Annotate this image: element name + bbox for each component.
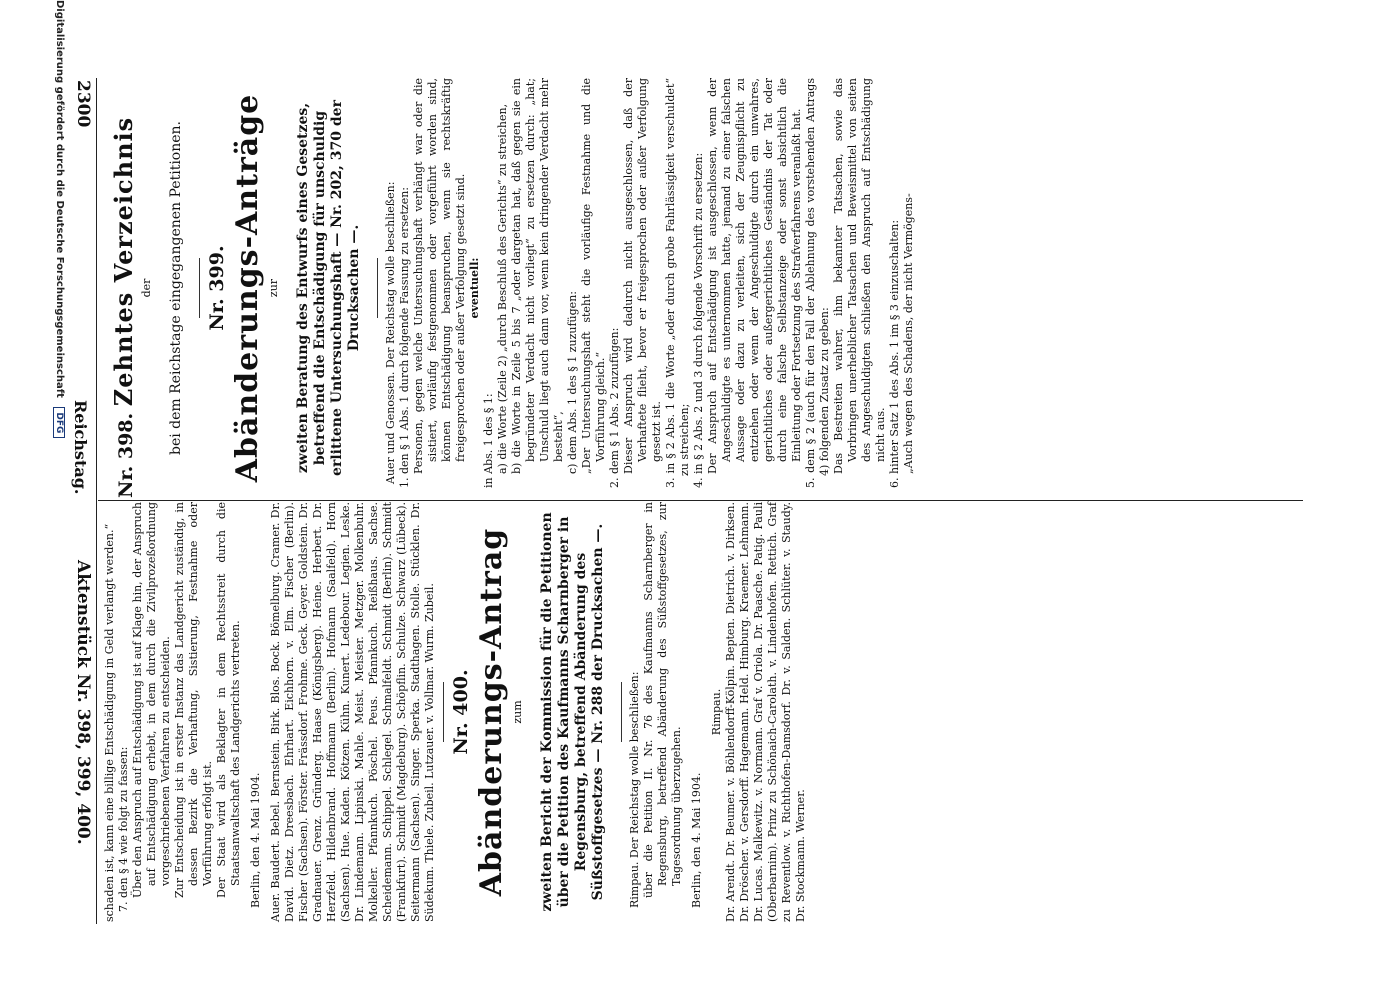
signers-399: Auer. Baudert. Bebel. Bernstein. Birk. Blos. Bock. Bömelburg. Cramer. Dr. David. Dietz. Dreesbach. Ehrhart. Eichhorn. v. Elm. Fischer (Berlin). Fischer (Sachsen). Förster. Frässdorf. Frohme. Geck. Geyer. Goldstein. Dr. Gradnauer. Grenz. Gründerg. Haase (Königsberg). Heine. Herbert. Dr. Herzfeld. Hildenbrand. Hoffmann (Berlin). Hofmann (Saalfeld). Horn (Sachsen). Hue. Kaden. Kötzen. Kühn. Kunert. Ledebour. Legien. Leske. Dr. Lindemann. Lipinski. Mahle. Meist. Meister. Metzger. Molkenbuhr. Molkeller. Pfannkuch. Pöschel. Peus. Pfannkuch. Reißhaus. Sachse. Scheidemann. Schippel. Schlegel. Schmalfeldt. Schmidt (Berlin). Schmidt (Frankfurt). Schmidt (Magdeburg). Schöpflin. Schulze. Schwarz (Lübeck). Seitermann (Sachsen). Singer. Sperka. Stadthagen. Stolle. Stücklen. Dr. Südekum. Thiele. Zubeil. Lutzauer. v. Vollmar. Wurm. Zubeil. (269, 502, 436, 922)
title-398: Zehntes Verzeichnis (109, 116, 138, 407)
digitization-footer (53, 0, 65, 1000)
dfg-logo: DFG (53, 407, 65, 438)
date-399: Berlin, den 4. Mai 1904. (249, 772, 262, 908)
header-rule (96, 78, 97, 924)
doc-number-398: Nr. 398. (115, 412, 137, 498)
subject-399: zweiten Beratung des Entwurfs eines Gesetzes, betreffend die Entschädigung für unschuldig erlittene Untersuchungshaft — Nr. 202, 370 der Drucksachen —. (295, 100, 362, 476)
item-4: 4. in § 2 Abs. 2 und 3 durch folgende Vorschrift zu ersetzen: (692, 152, 705, 488)
item-7-quote-3: Der Staat wird als Beklagter in dem Rechtsstreit durch die Staatsanwaltschaft des Landgerichts vertreten. (215, 502, 242, 898)
item-7-quote-2: Zur Entscheidung ist in erster Instanz das Landgericht zuständig, in dessen Bezirk die Verhaftung, Sistierung, Festnahme oder Vorführung erfolgt ist. (173, 502, 214, 898)
right-column (103, 502, 1383, 922)
zum-label: zum (511, 700, 524, 724)
signers-400: Dr. Arendt. Dr. Beumer. v. Böhlendorff-Kölpin. Bepten. Dietrich. v. Dirksen. Dr. Dröscher. v. Gersdorff. Hagemann. Held. Himburg. Kraemer. Lehmann. Dr. Lucas. Malkewitz. v. Normann. Graf v. Oriola. Dr. Paasche. Patig. Pauli (Oberbarnim). Prinz zu Schönaich-Carolath. v. Lindenhofen. Rettich. Graf zu Reventlow. v. Richthofen-Damsdorf. Dr. v. Salden. Schlüter. v. Staudy. Dr. Stockmann. Werner. (724, 502, 807, 922)
item-2-quote: Dieser Anspruch wird dadurch nicht ausgeschlossen, daß der Verhaftete flieht, bevor er freigesprochen oder außer Verfolgung gesetzt ist. (622, 78, 663, 474)
der-label: der (140, 278, 153, 298)
running-header: Reichstag. (71, 400, 90, 495)
item-5-quote: Das Bestreiten wahrer, ihm bekannter Tatsachen, sowie das Vorbringen unerheblicher Tatsachen und Beweismittel von seiten des Angeschuldigten schließen den Anspruch auf Entschädigung nicht aus. (832, 78, 887, 474)
rimpau-intro: Rimpau. Der Reichstag wolle beschließen: (628, 671, 641, 908)
motion-intro: Auer und Genossen. Der Reichstag wolle beschließen: (384, 181, 397, 484)
item-1-quote: Personen, gegen welche Untersuchungshaft verhängt war oder die sistiert, vorläufig festgenommen oder vorgeführt worden sind, können Entschädigung beanspruchen, wenn sie rechtskräftig freigesprochen oder außer Verfolgung gesetzt sind. (412, 78, 467, 474)
item-b: b) die Worte in Zeile 5 bis 7 „oder dargetan hat, daß gegen sie ein begründeter Verdacht nicht vorliegt“ zu ersetzen durch: „hat; Unschuld liegt auch dann vor, wenn kein dringender Verdacht mehr besteht“, (510, 78, 565, 474)
footer-credit: Digitalisierung gefördert durch die Deutsche Forschungsgemeinschaft (54, 0, 65, 398)
rimpau-signature: Rimpau. (710, 688, 723, 736)
item-7-quote: Über den Anspruch auf Entschädigung ist auf Klage hin, der Anspruch auf Entschädigung erhebt, in dem durch die Zivilprozeßordnung vorgeschriebenen Verfahren zu entscheiden. (131, 502, 172, 898)
item-3: 3. in § 2 Abs. 1 die Worte „oder durch grobe Fahrlässigkeit verschuldet“ zu streichen; (664, 78, 691, 488)
subtitle-398: bei dem Reichstage eingegangenen Petitionen. (168, 121, 184, 456)
item-7: 7. den § 4 wie folgt zu fassen: (117, 746, 130, 912)
eventuell-label: eventuell: (468, 257, 481, 319)
doc-number-399: Nr. 399. (206, 245, 228, 331)
separator (443, 682, 444, 742)
left-column (103, 78, 1383, 498)
doc-number-400: Nr. 400. (450, 669, 472, 755)
page-number: 2300 (73, 80, 93, 128)
separator (199, 258, 200, 318)
continuation-text: schaden ist, kann eine billige Entschädigung in Geld verlangt werden.“ (103, 523, 116, 922)
item-5: 5. dem § 2 (auch für den Fall der Ablehnung des vorstehenden Antrags 4) folgenden Zusatz zu geben: (804, 78, 831, 488)
item-6: 6. hinter Satz 1 des Abs. 1 im § 3 einzuschalten: (888, 219, 901, 488)
file-reference: Aktenstück Nr. 398, 399, 400. (73, 560, 93, 845)
heading-399: Abänderungs-Anträge (230, 93, 265, 483)
heading-400: Abänderungs-Antrag (474, 527, 509, 897)
separator (377, 258, 378, 318)
column-divider (98, 500, 1303, 501)
zur-label: zur (267, 278, 280, 298)
rimpau-motion: über die Petition II. Nr. 76 des Kaufmanns Scharnberger in Regensburg, betreffend Abänderung des Süßstoffgesetzes, zur Tagesordnung überzugehen. (642, 502, 683, 898)
subject-400: zweiten Bericht der Kommission für die Petitionen über die Petition des Kaufmanns Scharnberger in Regensburg, betreffend Abänderung des Süßstoffgesetzes — Nr. 288 der Drucksachen —. (539, 512, 606, 912)
item-1: 1. den § 1 Abs. 1 durch folgende Fassung zu ersetzen: (398, 186, 411, 488)
item-c-quote: „Der Untersuchungshaft steht die vorläufige Festnahme und die Vorführung gleich.“ (580, 78, 607, 474)
item-6-quote: „Auch wegen des Schadens, der nicht Vermögens- (902, 193, 915, 474)
item-4-quote: Der Anspruch auf Entschädigung ist ausgeschlossen, wenn der Angeschuldigte es unternommen hatte, jemand zu einer falschen Aussage oder dazu zu verleiten, sich der Zeugnispflicht zu entziehen oder wenn der Angeschuldigte durch ein unwahres, gerichtliches oder außergerichtliches Geständnis der Tat oder durch eine falsche Selbstanzeige oder sonst absichtlich die Einleitung oder Fortsetzung des Strafverfahrens veranlaßt hat. (706, 78, 803, 474)
separator (621, 682, 622, 742)
item-c: c) dem Abs. 1 des § 1 zuzufügen: (566, 291, 579, 474)
item-2: 2. dem § 1 Abs. 2 zuzufügen: (608, 327, 621, 488)
date-400: Berlin, den 4. Mai 1904. (690, 772, 703, 908)
item-a: a) die Worte (Zeile 2) „durch Beschluß des Gerichts“ zu streichen, (496, 103, 509, 474)
item-in-abs: in Abs. 1 des § 1: (482, 393, 495, 488)
